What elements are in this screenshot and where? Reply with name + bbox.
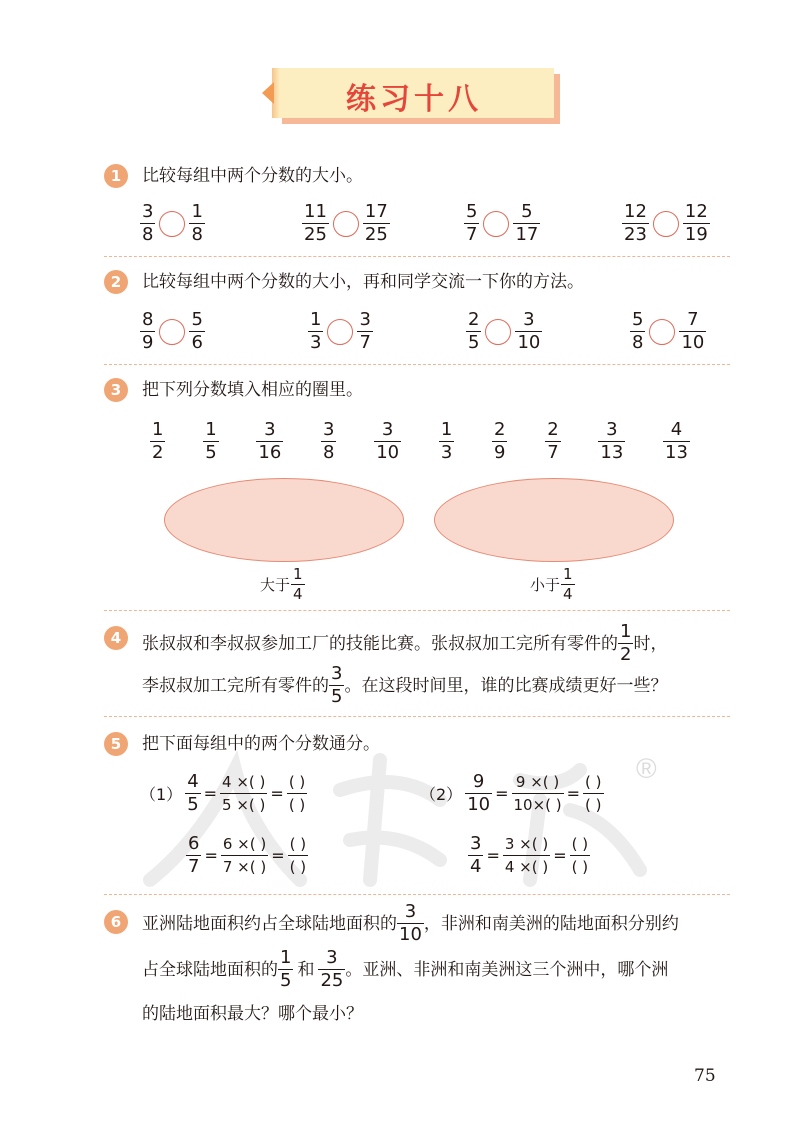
fraction bbox=[513, 202, 540, 245]
numerator: ( ) bbox=[289, 835, 307, 853]
denominator: 4 bbox=[563, 585, 573, 603]
denominator: 7 ×( ) bbox=[222, 858, 267, 876]
fraction bbox=[618, 622, 633, 665]
denominator: 10 bbox=[376, 442, 400, 463]
denominator: 2 bbox=[152, 442, 164, 463]
fraction bbox=[363, 202, 390, 245]
question-number-2: 2 bbox=[104, 270, 128, 294]
numerator: 5 bbox=[466, 201, 478, 222]
denominator: 8 bbox=[142, 224, 154, 245]
question-4-line-2 bbox=[142, 664, 667, 707]
ellipse-less-label bbox=[530, 566, 575, 603]
compare-circle[interactable] bbox=[159, 319, 185, 345]
denominator: 2 bbox=[620, 644, 632, 665]
denominator: 10×( ) bbox=[513, 796, 562, 814]
fraction-item[interactable] bbox=[492, 420, 507, 463]
numerator: 11 bbox=[304, 201, 327, 222]
question-number-4: 4 bbox=[104, 626, 128, 650]
compare-circle[interactable] bbox=[485, 319, 511, 345]
denominator: 25 bbox=[364, 224, 388, 245]
page-number: 75 bbox=[694, 1066, 716, 1086]
q2-pair-1 bbox=[140, 310, 205, 353]
answer-fraction[interactable] bbox=[583, 772, 603, 815]
denominator: 5 bbox=[205, 442, 217, 463]
denominator: 25 bbox=[304, 224, 327, 245]
numerator: 2 bbox=[547, 419, 559, 440]
compare-circle[interactable] bbox=[649, 319, 675, 345]
numerator: 3 bbox=[606, 419, 618, 440]
denominator: 7 bbox=[466, 224, 478, 245]
question-6-line-2 bbox=[142, 948, 668, 991]
numerator: 9 bbox=[472, 771, 485, 792]
equals-sign: = bbox=[270, 784, 284, 803]
denominator: 4 bbox=[293, 585, 303, 603]
page-title: 练习十八 bbox=[346, 82, 482, 117]
denominator: ( ) bbox=[288, 796, 306, 814]
numerator: 8 bbox=[142, 309, 154, 330]
q2-pair-2 bbox=[308, 310, 373, 353]
numerator: 2 bbox=[494, 419, 506, 440]
q6-line1-text: 亚洲陆地面积约占全球陆地面积的 bbox=[142, 913, 397, 934]
denominator: 4 bbox=[470, 856, 482, 877]
denominator: 5 bbox=[187, 794, 199, 815]
fraction bbox=[561, 566, 575, 603]
compare-circle[interactable] bbox=[327, 319, 353, 345]
numerator: 2 bbox=[468, 309, 480, 330]
denominator: 8 bbox=[632, 332, 644, 353]
q1-pair-2 bbox=[302, 202, 390, 245]
section-divider bbox=[104, 894, 730, 895]
fraction bbox=[291, 566, 305, 603]
fraction bbox=[679, 310, 706, 353]
fraction bbox=[468, 834, 483, 877]
question-4-line-1 bbox=[142, 622, 667, 665]
q2-pair-4 bbox=[630, 310, 706, 353]
greater-than-text: 大于 bbox=[260, 576, 291, 594]
q6-and: 和 bbox=[297, 959, 315, 980]
denominator: 8 bbox=[323, 442, 335, 463]
numerator: 3 bbox=[323, 419, 335, 440]
section-divider bbox=[104, 256, 730, 257]
numerator: 1 bbox=[205, 419, 217, 440]
denominator: 7 bbox=[359, 332, 371, 353]
numerator: ( ) bbox=[585, 773, 602, 791]
numerator: 5 bbox=[521, 201, 533, 222]
section-divider bbox=[104, 716, 730, 717]
q5-item-2 bbox=[420, 772, 604, 815]
fraction bbox=[278, 948, 293, 991]
q1-pair-4 bbox=[622, 202, 710, 245]
denominator: 3 bbox=[310, 332, 322, 353]
numerator: 3 bbox=[381, 419, 394, 440]
fraction bbox=[466, 310, 481, 353]
fraction-item[interactable] bbox=[256, 420, 283, 463]
denominator: 9 bbox=[142, 332, 154, 353]
multiply-fraction[interactable] bbox=[512, 772, 564, 815]
equals-sign: = bbox=[495, 784, 509, 803]
section-divider bbox=[104, 610, 730, 611]
question-number-3: 3 bbox=[104, 378, 128, 402]
numerator: 3 bbox=[523, 309, 535, 330]
question-number-1: 1 bbox=[104, 164, 128, 188]
fraction-bar bbox=[287, 793, 307, 794]
compare-circle[interactable] bbox=[483, 211, 509, 237]
denominator: 23 bbox=[624, 224, 647, 245]
denominator: ( ) bbox=[289, 858, 307, 876]
question-2-text: 比较每组中两个分数的大小，再和同学交流一下你的方法。 bbox=[142, 272, 584, 292]
numerator: 5 bbox=[632, 309, 644, 330]
numerator: 1 bbox=[563, 565, 573, 583]
answer-fraction[interactable] bbox=[288, 834, 308, 877]
numerator: 1 bbox=[440, 419, 453, 440]
q1-pair-1 bbox=[140, 202, 205, 245]
numerator: 1 bbox=[152, 419, 164, 440]
denominator: 10 bbox=[467, 794, 491, 815]
denominator: 16 bbox=[258, 442, 282, 463]
numerator: 1 bbox=[620, 621, 632, 642]
fraction-item[interactable] bbox=[545, 420, 560, 463]
item-label: （2） bbox=[420, 785, 463, 804]
denominator: 3 bbox=[440, 442, 453, 463]
denominator: 25 bbox=[320, 970, 344, 991]
q4-line1-text: 张叔叔和李叔叔参加工厂的技能比赛。张叔叔加工完所有零件的 bbox=[142, 633, 618, 654]
fraction-bar bbox=[288, 855, 308, 856]
registered-mark: ® bbox=[636, 753, 657, 784]
fraction-bar bbox=[583, 793, 603, 794]
equals-sign: = bbox=[486, 846, 500, 865]
question-number-5: 5 bbox=[104, 732, 128, 756]
fraction-item[interactable] bbox=[150, 420, 165, 463]
numerator: 3 bbox=[326, 947, 338, 968]
fraction bbox=[186, 834, 201, 877]
numerator: 3 bbox=[359, 309, 371, 330]
compare-circle[interactable] bbox=[159, 211, 185, 237]
fraction-list bbox=[150, 420, 690, 463]
numerator: 1 bbox=[310, 309, 322, 330]
numerator: 3 bbox=[470, 833, 482, 854]
section-divider bbox=[104, 364, 730, 365]
q6-line2-end: 。亚洲、非洲和南美洲这三个洲中，哪个洲 bbox=[345, 959, 669, 980]
equals-sign: = bbox=[271, 846, 285, 865]
denominator: 4 ×( ) bbox=[504, 858, 549, 876]
fraction bbox=[302, 202, 329, 245]
multiply-fraction[interactable] bbox=[220, 772, 267, 815]
fraction bbox=[185, 772, 200, 815]
q5-item-4 bbox=[468, 834, 590, 877]
numerator: 12 bbox=[624, 201, 647, 222]
title-banner bbox=[262, 68, 562, 124]
fraction bbox=[318, 948, 345, 991]
q4-line2-end: 。在这段时间里，谁的比赛成绩更好一些？ bbox=[344, 675, 668, 696]
equals-sign: = bbox=[203, 784, 218, 803]
item-label: （1） bbox=[140, 785, 183, 804]
numerator: 3 bbox=[264, 419, 276, 440]
denominator: ( ) bbox=[571, 858, 589, 876]
denominator: 5 bbox=[468, 332, 480, 353]
fraction bbox=[140, 310, 155, 353]
ellipse-less[interactable] bbox=[434, 478, 674, 562]
denominator: 5 bbox=[280, 970, 292, 991]
numerator: 17 bbox=[364, 201, 388, 222]
fraction-item[interactable] bbox=[374, 420, 401, 463]
numerator: 1 bbox=[191, 201, 203, 222]
question-number-6: 6 bbox=[104, 910, 128, 934]
denominator: 10 bbox=[681, 332, 705, 353]
denominator: 5 ×( ) bbox=[222, 796, 266, 814]
banner-pencil-tip bbox=[262, 82, 274, 104]
fraction bbox=[464, 202, 479, 245]
denominator: 13 bbox=[665, 442, 688, 463]
fraction-item[interactable] bbox=[439, 420, 454, 463]
equals-sign: = bbox=[566, 784, 581, 803]
fraction bbox=[465, 772, 492, 815]
numerator: ( ) bbox=[571, 835, 589, 853]
numerator: 3 bbox=[404, 901, 417, 922]
fraction bbox=[189, 310, 204, 353]
fraction bbox=[515, 310, 542, 353]
fraction-bar bbox=[570, 855, 590, 856]
numerator: 3 ×( ) bbox=[504, 835, 549, 853]
multiply-fraction[interactable] bbox=[503, 834, 550, 877]
denominator: 17 bbox=[515, 224, 539, 245]
question-1-text: 比较每组中两个分数的大小。 bbox=[142, 166, 363, 186]
numerator: 5 bbox=[191, 309, 203, 330]
numerator: 4 bbox=[187, 771, 199, 792]
denominator: 6 bbox=[191, 332, 203, 353]
fraction bbox=[189, 202, 204, 245]
numerator: 9 ×( ) bbox=[515, 773, 560, 791]
fraction bbox=[140, 202, 155, 245]
question-3-text: 把下列分数填入相应的圈里。 bbox=[142, 380, 363, 400]
fraction-item[interactable] bbox=[321, 420, 336, 463]
fraction-item[interactable] bbox=[203, 420, 218, 463]
fraction bbox=[397, 902, 424, 945]
numerator: 3 bbox=[331, 663, 343, 684]
fraction bbox=[630, 310, 645, 353]
question-6-line-1 bbox=[142, 902, 679, 945]
denominator: 5 bbox=[331, 686, 343, 707]
numerator: 4 bbox=[670, 419, 683, 440]
q6-line1-end: ，非洲和南美洲的陆地面积分别约 bbox=[423, 913, 679, 934]
denominator: ( ) bbox=[585, 796, 602, 814]
answer-fraction[interactable] bbox=[287, 772, 307, 815]
fraction-item[interactable] bbox=[663, 420, 690, 463]
denominator: 9 bbox=[494, 442, 506, 463]
multiply-fraction[interactable] bbox=[221, 834, 268, 877]
fraction bbox=[683, 202, 710, 245]
fraction-bar bbox=[503, 855, 550, 856]
denominator: 7 bbox=[547, 442, 559, 463]
numerator: 6 bbox=[188, 833, 200, 854]
q4-line1-end: 时， bbox=[633, 633, 668, 654]
denominator: 13 bbox=[600, 442, 624, 463]
numerator: 6 ×( ) bbox=[222, 835, 267, 853]
q5-item-1 bbox=[140, 772, 307, 815]
numerator: 1 bbox=[293, 565, 303, 583]
fraction bbox=[308, 310, 323, 353]
fraction-bar bbox=[221, 855, 268, 856]
q1-pair-3 bbox=[464, 202, 540, 245]
equals-sign: = bbox=[204, 846, 218, 865]
denominator: 19 bbox=[684, 224, 708, 245]
numerator: 3 bbox=[142, 201, 154, 222]
numerator: 4 ×( ) bbox=[222, 773, 266, 791]
denominator: 10 bbox=[399, 924, 422, 945]
fraction bbox=[357, 310, 372, 353]
fraction-item[interactable] bbox=[598, 420, 625, 463]
denominator: 7 bbox=[188, 856, 200, 877]
denominator: 8 bbox=[191, 224, 203, 245]
q2-pair-3 bbox=[466, 310, 542, 353]
numerator: 12 bbox=[684, 201, 708, 222]
answer-fraction[interactable] bbox=[570, 834, 590, 877]
numerator: 1 bbox=[280, 947, 292, 968]
q6-line2-start: 占全球陆地面积的 bbox=[142, 959, 278, 980]
q5-item-3 bbox=[186, 834, 308, 877]
fraction-bar bbox=[220, 793, 267, 794]
ellipse-greater[interactable] bbox=[164, 478, 404, 562]
question-5-text: 把下面每组中的两个分数通分。 bbox=[142, 734, 380, 754]
equals-sign: = bbox=[553, 846, 567, 865]
fraction bbox=[622, 202, 649, 245]
less-than-text: 小于 bbox=[530, 576, 561, 594]
fraction-bar bbox=[512, 793, 564, 794]
compare-circle[interactable] bbox=[653, 211, 679, 237]
ellipse-greater-label bbox=[260, 566, 305, 603]
numerator: ( ) bbox=[288, 773, 306, 791]
denominator: 10 bbox=[517, 332, 541, 353]
q4-line2-text: 李叔叔加工完所有零件的 bbox=[142, 675, 329, 696]
compare-circle[interactable] bbox=[333, 211, 359, 237]
numerator: 7 bbox=[687, 309, 699, 330]
question-6-line-3: 的陆地面积最大？哪个最小？ bbox=[142, 1004, 363, 1024]
fraction bbox=[329, 664, 344, 707]
